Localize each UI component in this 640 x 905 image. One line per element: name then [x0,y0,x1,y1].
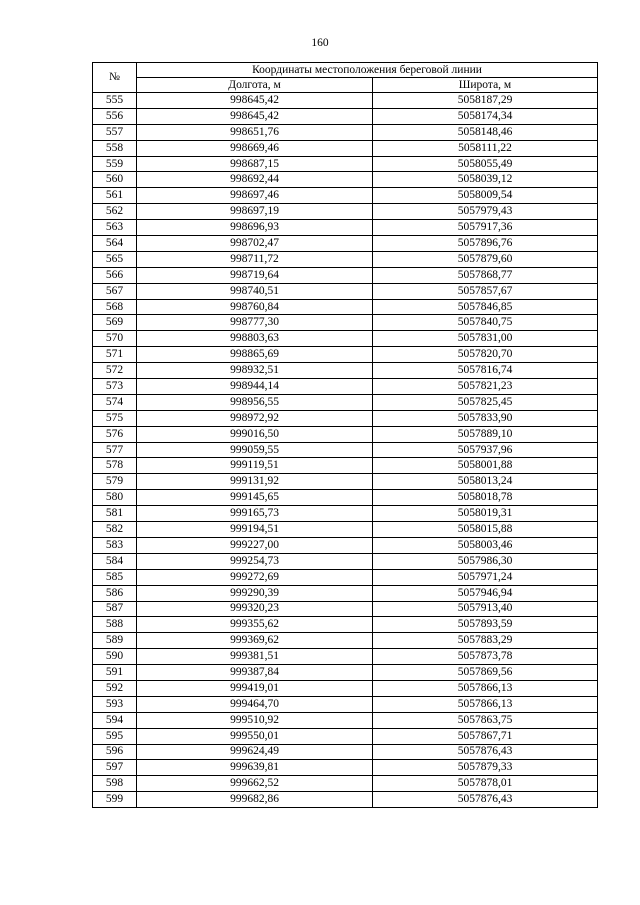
cell-longitude: 999682,86 [137,792,373,808]
table-row [93,712,598,728]
cell-number: 573 [93,379,137,395]
cell-number: 599 [93,792,137,808]
table-row [93,458,598,474]
table-row [93,537,598,553]
cell-longitude: 999145,65 [137,490,373,506]
table-row [93,776,598,792]
table-row [93,633,598,649]
cell-latitude: 5058055,49 [373,156,598,172]
cell-longitude: 998719,64 [137,267,373,283]
cell-latitude: 5057846,85 [373,299,598,315]
cell-number: 572 [93,363,137,379]
table-header [93,63,598,93]
table-row [93,315,598,331]
cell-latitude: 5057876,43 [373,792,598,808]
cell-longitude: 999016,50 [137,426,373,442]
cell-latitude: 5057878,01 [373,776,598,792]
cell-number: 597 [93,760,137,776]
table-row [93,93,598,109]
cell-number: 575 [93,410,137,426]
cell-longitude: 998777,30 [137,315,373,331]
cell-number: 564 [93,236,137,252]
cell-latitude: 5057866,13 [373,696,598,712]
cell-longitude: 999387,84 [137,665,373,681]
cell-longitude: 999290,39 [137,585,373,601]
header-number: № [93,63,137,93]
table-row [93,760,598,776]
cell-number: 591 [93,665,137,681]
cell-longitude: 998645,42 [137,108,373,124]
table-row [93,124,598,140]
cell-number: 563 [93,220,137,236]
cell-latitude: 5057867,71 [373,728,598,744]
cell-latitude: 5057868,77 [373,267,598,283]
table-row [93,585,598,601]
cell-latitude: 5057879,33 [373,760,598,776]
cell-longitude: 999227,00 [137,537,373,553]
cell-number: 569 [93,315,137,331]
cell-latitude: 5057879,60 [373,251,598,267]
cell-number: 558 [93,140,137,156]
cell-number: 584 [93,553,137,569]
header-coordinates-group: Координаты местоположения береговой линии [137,63,598,78]
table-row [93,474,598,490]
cell-latitude: 5057876,43 [373,744,598,760]
table-row [93,283,598,299]
table-row [93,267,598,283]
cell-longitude: 998760,84 [137,299,373,315]
cell-number: 585 [93,569,137,585]
cell-latitude: 5057857,67 [373,283,598,299]
cell-longitude: 998944,14 [137,379,373,395]
cell-number: 583 [93,537,137,553]
cell-number: 557 [93,124,137,140]
cell-longitude: 999119,51 [137,458,373,474]
table-row [93,792,598,808]
table-row [93,172,598,188]
cell-latitude: 5057913,40 [373,601,598,617]
cell-latitude: 5057986,30 [373,553,598,569]
header-longitude: Долгота, м [137,78,373,93]
table-row [93,140,598,156]
cell-latitude: 5057946,94 [373,585,598,601]
cell-number: 566 [93,267,137,283]
cell-longitude: 999624,49 [137,744,373,760]
cell-number: 562 [93,204,137,220]
cell-number: 587 [93,601,137,617]
table-row [93,156,598,172]
table-row [93,522,598,538]
cell-longitude: 999194,51 [137,522,373,538]
table-row [93,665,598,681]
cell-longitude: 999131,92 [137,474,373,490]
cell-number: 593 [93,696,137,712]
cell-longitude: 999355,62 [137,617,373,633]
table-row [93,426,598,442]
cell-longitude: 998697,19 [137,204,373,220]
cell-latitude: 5057869,56 [373,665,598,681]
table-row [93,490,598,506]
cell-longitude: 999059,55 [137,442,373,458]
cell-number: 582 [93,522,137,538]
cell-latitude: 5057889,10 [373,426,598,442]
table-row [93,363,598,379]
table-row [93,251,598,267]
cell-number: 595 [93,728,137,744]
cell-longitude: 999464,70 [137,696,373,712]
cell-number: 592 [93,680,137,696]
cell-latitude: 5058111,22 [373,140,598,156]
cell-latitude: 5058018,78 [373,490,598,506]
cell-latitude: 5057893,59 [373,617,598,633]
table-row [93,506,598,522]
cell-number: 580 [93,490,137,506]
cell-latitude: 5057917,36 [373,220,598,236]
cell-longitude: 999510,92 [137,712,373,728]
cell-longitude: 999662,52 [137,776,373,792]
cell-latitude: 5057863,75 [373,712,598,728]
cell-number: 571 [93,347,137,363]
cell-latitude: 5057866,13 [373,680,598,696]
table-row [93,220,598,236]
cell-longitude: 998692,44 [137,172,373,188]
coordinates-table [92,62,598,808]
cell-longitude: 998687,15 [137,156,373,172]
cell-longitude: 998702,47 [137,236,373,252]
cell-number: 588 [93,617,137,633]
table-row [93,680,598,696]
header-latitude: Широта, м [373,78,598,93]
table-row [93,696,598,712]
cell-longitude: 998711,72 [137,251,373,267]
table-row [93,379,598,395]
cell-latitude: 5057821,23 [373,379,598,395]
cell-latitude: 5057840,75 [373,315,598,331]
cell-longitude: 998669,46 [137,140,373,156]
cell-number: 574 [93,394,137,410]
cell-longitude: 999369,62 [137,633,373,649]
cell-number: 581 [93,506,137,522]
cell-longitude: 998697,46 [137,188,373,204]
cell-number: 561 [93,188,137,204]
cell-latitude: 5058174,34 [373,108,598,124]
table-row [93,236,598,252]
cell-longitude: 998645,42 [137,93,373,109]
table-row [93,728,598,744]
cell-longitude: 999419,01 [137,680,373,696]
cell-latitude: 5058009,54 [373,188,598,204]
table-row [93,394,598,410]
cell-number: 586 [93,585,137,601]
table-row [93,347,598,363]
table-row [93,204,598,220]
cell-longitude: 998696,93 [137,220,373,236]
table-row [93,569,598,585]
cell-longitude: 999639,81 [137,760,373,776]
cell-number: 576 [93,426,137,442]
cell-number: 598 [93,776,137,792]
cell-latitude: 5058039,12 [373,172,598,188]
cell-longitude: 999381,51 [137,649,373,665]
cell-longitude: 999550,01 [137,728,373,744]
cell-longitude: 999165,73 [137,506,373,522]
table-row [93,617,598,633]
table-row [93,601,598,617]
cell-latitude: 5058015,88 [373,522,598,538]
cell-number: 559 [93,156,137,172]
cell-latitude: 5058148,46 [373,124,598,140]
cell-latitude: 5058187,29 [373,93,598,109]
cell-latitude: 5057937,96 [373,442,598,458]
cell-latitude: 5057883,29 [373,633,598,649]
cell-number: 578 [93,458,137,474]
cell-number: 589 [93,633,137,649]
cell-number: 570 [93,331,137,347]
cell-number: 579 [93,474,137,490]
cell-longitude: 998740,51 [137,283,373,299]
table-row [93,410,598,426]
table-row [93,744,598,760]
cell-latitude: 5058001,88 [373,458,598,474]
table-row [93,553,598,569]
cell-latitude: 5057873,78 [373,649,598,665]
cell-latitude: 5057816,74 [373,363,598,379]
cell-longitude: 998972,92 [137,410,373,426]
cell-number: 594 [93,712,137,728]
cell-latitude: 5057833,90 [373,410,598,426]
cell-latitude: 5058013,24 [373,474,598,490]
cell-number: 596 [93,744,137,760]
cell-longitude: 998803,63 [137,331,373,347]
table-row [93,649,598,665]
cell-longitude: 999254,73 [137,553,373,569]
cell-number: 555 [93,93,137,109]
cell-longitude: 998865,69 [137,347,373,363]
cell-latitude: 5057820,70 [373,347,598,363]
cell-latitude: 5057971,24 [373,569,598,585]
cell-number: 568 [93,299,137,315]
cell-longitude: 998956,55 [137,394,373,410]
table-row [93,299,598,315]
table-row [93,442,598,458]
cell-longitude: 999272,69 [137,569,373,585]
cell-number: 560 [93,172,137,188]
cell-latitude: 5057831,00 [373,331,598,347]
cell-number: 556 [93,108,137,124]
cell-latitude: 5057896,76 [373,236,598,252]
cell-number: 567 [93,283,137,299]
cell-latitude: 5058019,31 [373,506,598,522]
table-body [93,93,598,808]
cell-latitude: 5057825,45 [373,394,598,410]
cell-number: 577 [93,442,137,458]
cell-longitude: 998932,51 [137,363,373,379]
page-number: 160 [311,37,329,49]
cell-number: 565 [93,251,137,267]
cell-longitude: 998651,76 [137,124,373,140]
table-row [93,108,598,124]
table-row [93,331,598,347]
table-row [93,188,598,204]
cell-number: 590 [93,649,137,665]
cell-longitude: 999320,23 [137,601,373,617]
cell-latitude: 5058003,46 [373,537,598,553]
cell-latitude: 5057979,43 [373,204,598,220]
